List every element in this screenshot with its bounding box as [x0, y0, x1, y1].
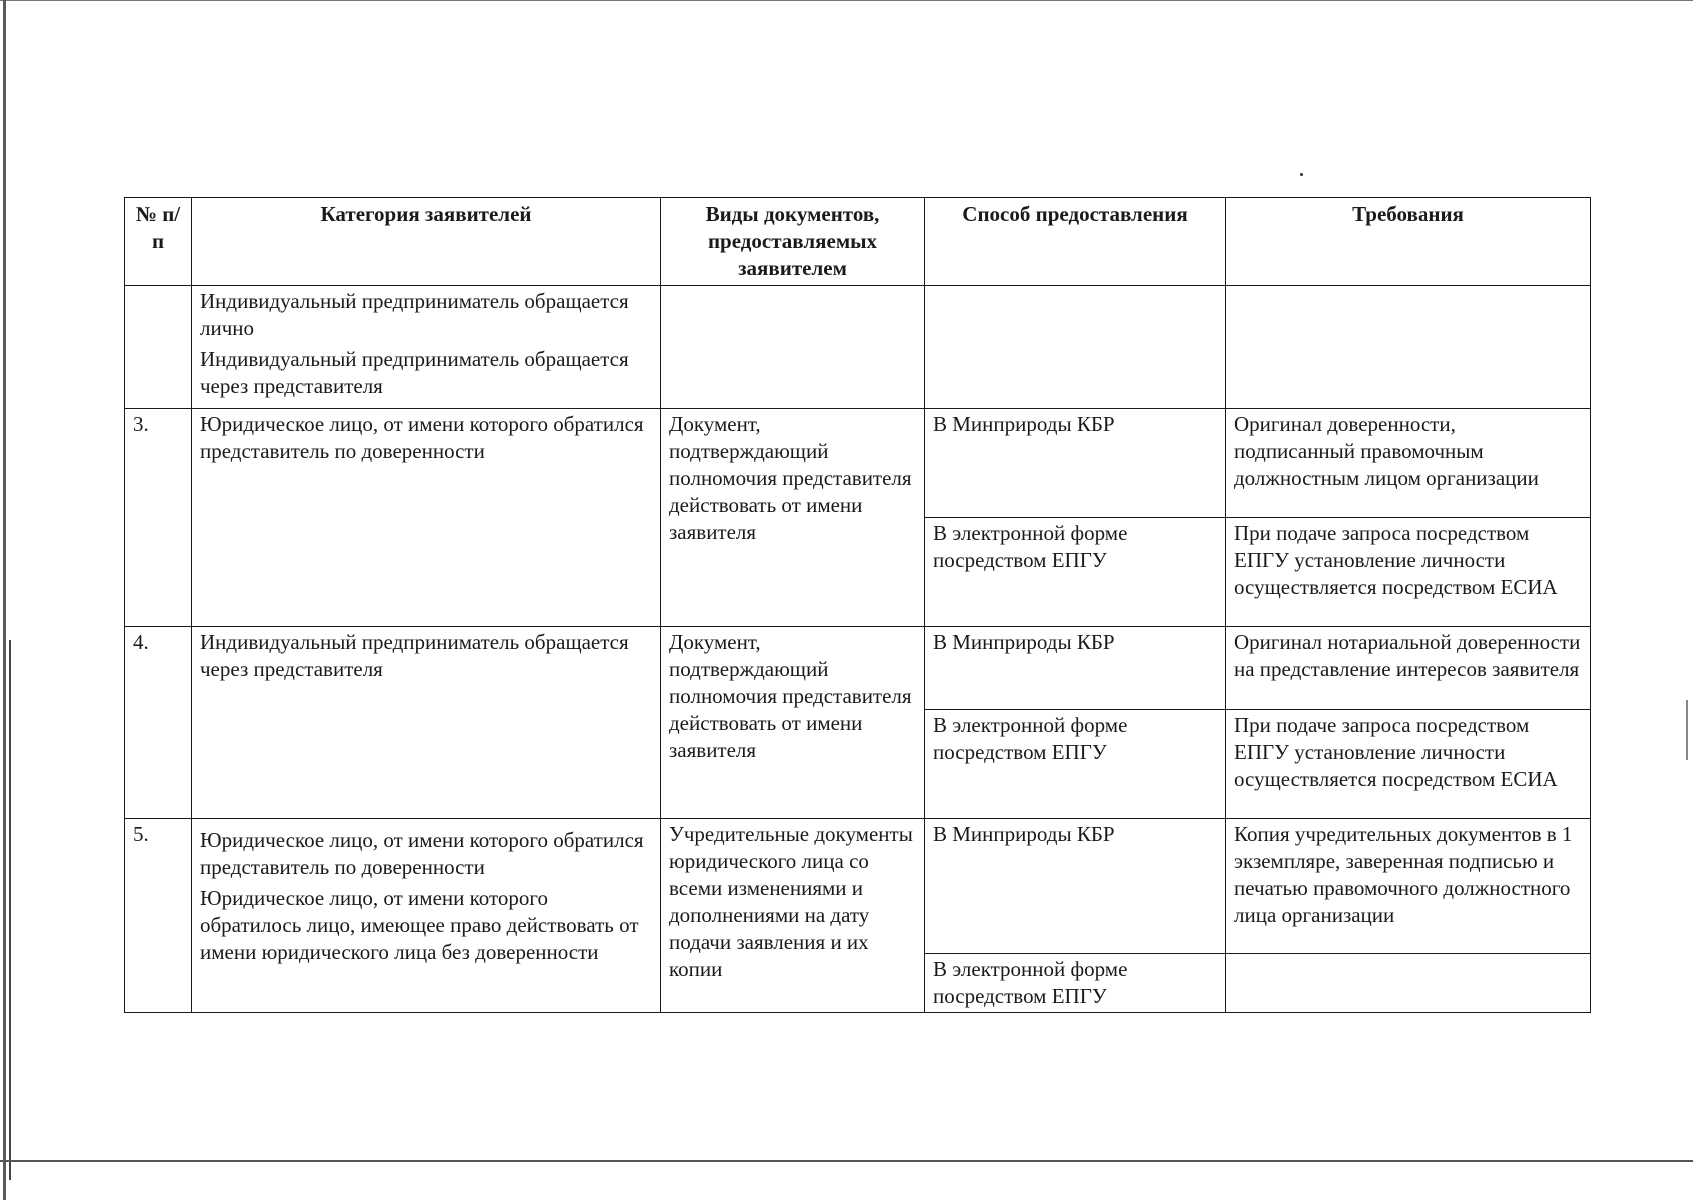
row-number: 3.: [125, 409, 192, 627]
row-category: [192, 819, 661, 1013]
row-requirement: При подаче запроса посредством ЕПГУ установление личности осуществляется посредством ЕСИА: [1226, 710, 1591, 819]
category-text: Юридическое лицо, от имени которого обратилось лицо, имеющее право действовать от имени юридического лица без доверенности: [200, 886, 639, 964]
scan-edge-left-inner: [9, 640, 11, 1180]
row-number: 4.: [125, 627, 192, 819]
header-requirements: Требования: [1226, 198, 1591, 286]
category-text: Индивидуальный предприниматель обращается лично: [200, 289, 629, 340]
row-method: В электронной форме посредством ЕПГУ: [925, 518, 1226, 627]
category-text: Юридическое лицо, от имени которого обратился представитель по доверенности: [200, 828, 644, 879]
row-document: Документ, подтверждающий полномочия представителя действовать от имени заявителя: [661, 409, 925, 627]
category-text: Индивидуальный предприниматель обращается через представителя: [200, 347, 629, 398]
header-document-types: Виды документов, предоставляемых заявителем: [661, 198, 925, 286]
header-number: № п/п: [125, 198, 192, 286]
table-row: [125, 409, 1591, 518]
row-method: В электронной форме посредством ЕПГУ: [925, 954, 1226, 1013]
row-requirement: Копия учредительных документов в 1 экземпляре, заверенная подписью и печатью правомочного должностного лица организации: [1226, 819, 1591, 954]
row-method: В электронной форме посредством ЕПГУ: [925, 710, 1226, 819]
row-requirement: [1226, 286, 1591, 409]
row-method: В Минприроды КБР: [925, 819, 1226, 954]
scan-edge-top: [0, 0, 1693, 1]
header-category: Категория заявителей: [192, 198, 661, 286]
row-method: [925, 286, 1226, 409]
row-method: В Минприроды КБР: [925, 627, 1226, 710]
scan-speck: [1300, 173, 1303, 176]
row-category: [192, 409, 661, 627]
category-text: Юридическое лицо, от имени которого обратился представитель по доверенности: [200, 412, 644, 463]
row-requirement: [1226, 954, 1591, 1013]
header-submission-method: Способ предоставления: [925, 198, 1226, 286]
row-number: 5.: [125, 819, 192, 1013]
table-row: [125, 286, 1591, 409]
row-document: Учредительные документы юридического лица со всеми изменениями и дополнениями на дату подачи заявления и их копии: [661, 819, 925, 1013]
table-header-row: [125, 198, 1591, 286]
row-number: [125, 286, 192, 409]
scan-edge-right: [1686, 700, 1688, 760]
row-document: [661, 286, 925, 409]
row-category: [192, 286, 661, 409]
row-requirement: Оригинал нотариальной доверенности на представление интересов заявителя: [1226, 627, 1591, 710]
row-category: [192, 627, 661, 819]
row-method: В Минприроды КБР: [925, 409, 1226, 518]
scan-edge-bottom: [0, 1160, 1693, 1162]
category-text: Индивидуальный предприниматель обращается через представителя: [200, 630, 629, 681]
row-document: Документ, подтверждающий полномочия представителя действовать от имени заявителя: [661, 627, 925, 819]
scan-edge-left: [3, 0, 6, 1200]
table-row: [125, 627, 1591, 710]
row-requirement: Оригинал доверенности, подписанный правомочным должностным лицом организации: [1226, 409, 1591, 518]
applicant-documents-table: [124, 197, 1591, 1013]
row-requirement: При подаче запроса посредством ЕПГУ установление личности осуществляется посредством ЕСИА: [1226, 518, 1591, 627]
table-row: [125, 819, 1591, 954]
